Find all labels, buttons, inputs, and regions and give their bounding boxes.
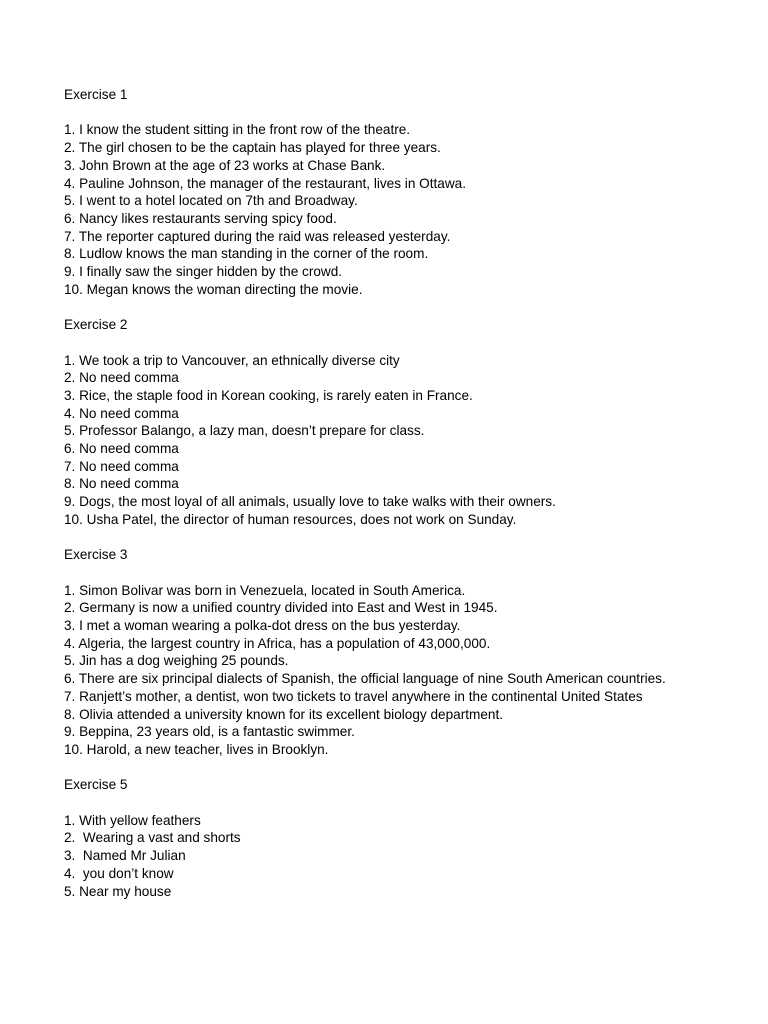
answer-item: 5. Near my house <box>64 883 172 899</box>
answer-item: 8. Ludlow knows the man standing in the corner of the room. <box>64 246 429 262</box>
answer-item: 10. Megan knows the woman directing the movie. <box>64 281 363 297</box>
answer-item: 2. No need comma <box>64 370 179 386</box>
answer-item: 9. Dogs, the most loyal of all animals, usually love to take walks with their owners. <box>64 494 556 510</box>
answer-list <box>64 582 724 759</box>
answer-item: 8. Olivia attended a university known for its excellent biology department. <box>64 706 504 722</box>
answer-item: 2. The girl chosen to be the captain has played for three years. <box>64 140 441 156</box>
answer-list <box>64 352 724 529</box>
exercise-5-section <box>64 776 724 900</box>
answer-item: 5. Professor Balango, a lazy man, doesn’t prepare for class. <box>64 423 425 439</box>
answer-item: 3. Rice, the staple food in Korean cooking, is rarely eaten in France. <box>64 387 473 403</box>
answer-item: 1. I know the student sitting in the front row of the theatre. <box>64 122 411 138</box>
answer-item: 6. Nancy likes restaurants serving spicy food. <box>64 210 337 226</box>
answer-item: 8. No need comma <box>64 476 179 492</box>
answer-item: 10. Harold, a new teacher, lives in Brooklyn. <box>64 741 329 757</box>
answer-item: 1. Simon Bolivar was born in Venezuela, located in South America. <box>64 582 466 598</box>
answer-item: 7. No need comma <box>64 458 179 474</box>
section-title: Exercise 3 <box>64 547 128 563</box>
answer-item: 5. I went to a hotel located on 7th and Broadway. <box>64 193 358 209</box>
answer-item: 10. Usha Patel, the director of human resources, does not work on Sunday. <box>64 511 517 527</box>
answer-item: 1. With yellow feathers <box>64 812 201 828</box>
answer-list <box>64 812 724 901</box>
section-title: Exercise 1 <box>64 87 128 102</box>
answer-item: 3. John Brown at the age of 23 works at Chase Bank. <box>64 157 386 173</box>
section-title: Exercise 2 <box>64 317 128 333</box>
exercise-3-section <box>64 546 724 758</box>
document-page <box>64 86 724 918</box>
answer-item: 3. Named Mr Julian <box>64 848 186 864</box>
answer-item: 5. Jin has a dog weighing 25 pounds. <box>64 653 289 669</box>
exercise-2-section <box>64 316 724 528</box>
answer-item: 4. Algeria, the largest country in Africa, has a population of 43,000,000. <box>64 635 491 651</box>
answer-item: 4. No need comma <box>64 405 179 421</box>
section-title: Exercise 5 <box>64 777 128 793</box>
answer-item: 2. Wearing a vast and shorts <box>64 830 241 846</box>
answer-item: 4. you don’t know <box>64 865 174 881</box>
answer-item: 2. Germany is now a unified country divided into East and West in 1945. <box>64 600 498 616</box>
answer-item: 9. Beppina, 23 years old, is a fantastic swimmer. <box>64 724 355 740</box>
answer-item: 3. I met a woman wearing a polka-dot dress on the bus yesterday. <box>64 618 461 634</box>
answer-list <box>64 121 724 298</box>
answer-item: 4. Pauline Johnson, the manager of the restaurant, lives in Ottawa. <box>64 175 467 191</box>
answer-item: 6. There are six principal dialects of Spanish, the official language of nine South American countries. <box>64 671 666 687</box>
answer-item: 1. We took a trip to Vancouver, an ethnically diverse city <box>64 352 400 368</box>
answer-item: 7. The reporter captured during the raid was released yesterday. <box>64 228 451 244</box>
exercise-1-section <box>64 86 724 298</box>
answer-item: 7. Ranjett’s mother, a dentist, won two tickets to travel anywhere in the continental United States <box>64 688 643 704</box>
answer-item: 9. I finally saw the singer hidden by the crowd. <box>64 264 343 280</box>
answer-item: 6. No need comma <box>64 441 179 457</box>
